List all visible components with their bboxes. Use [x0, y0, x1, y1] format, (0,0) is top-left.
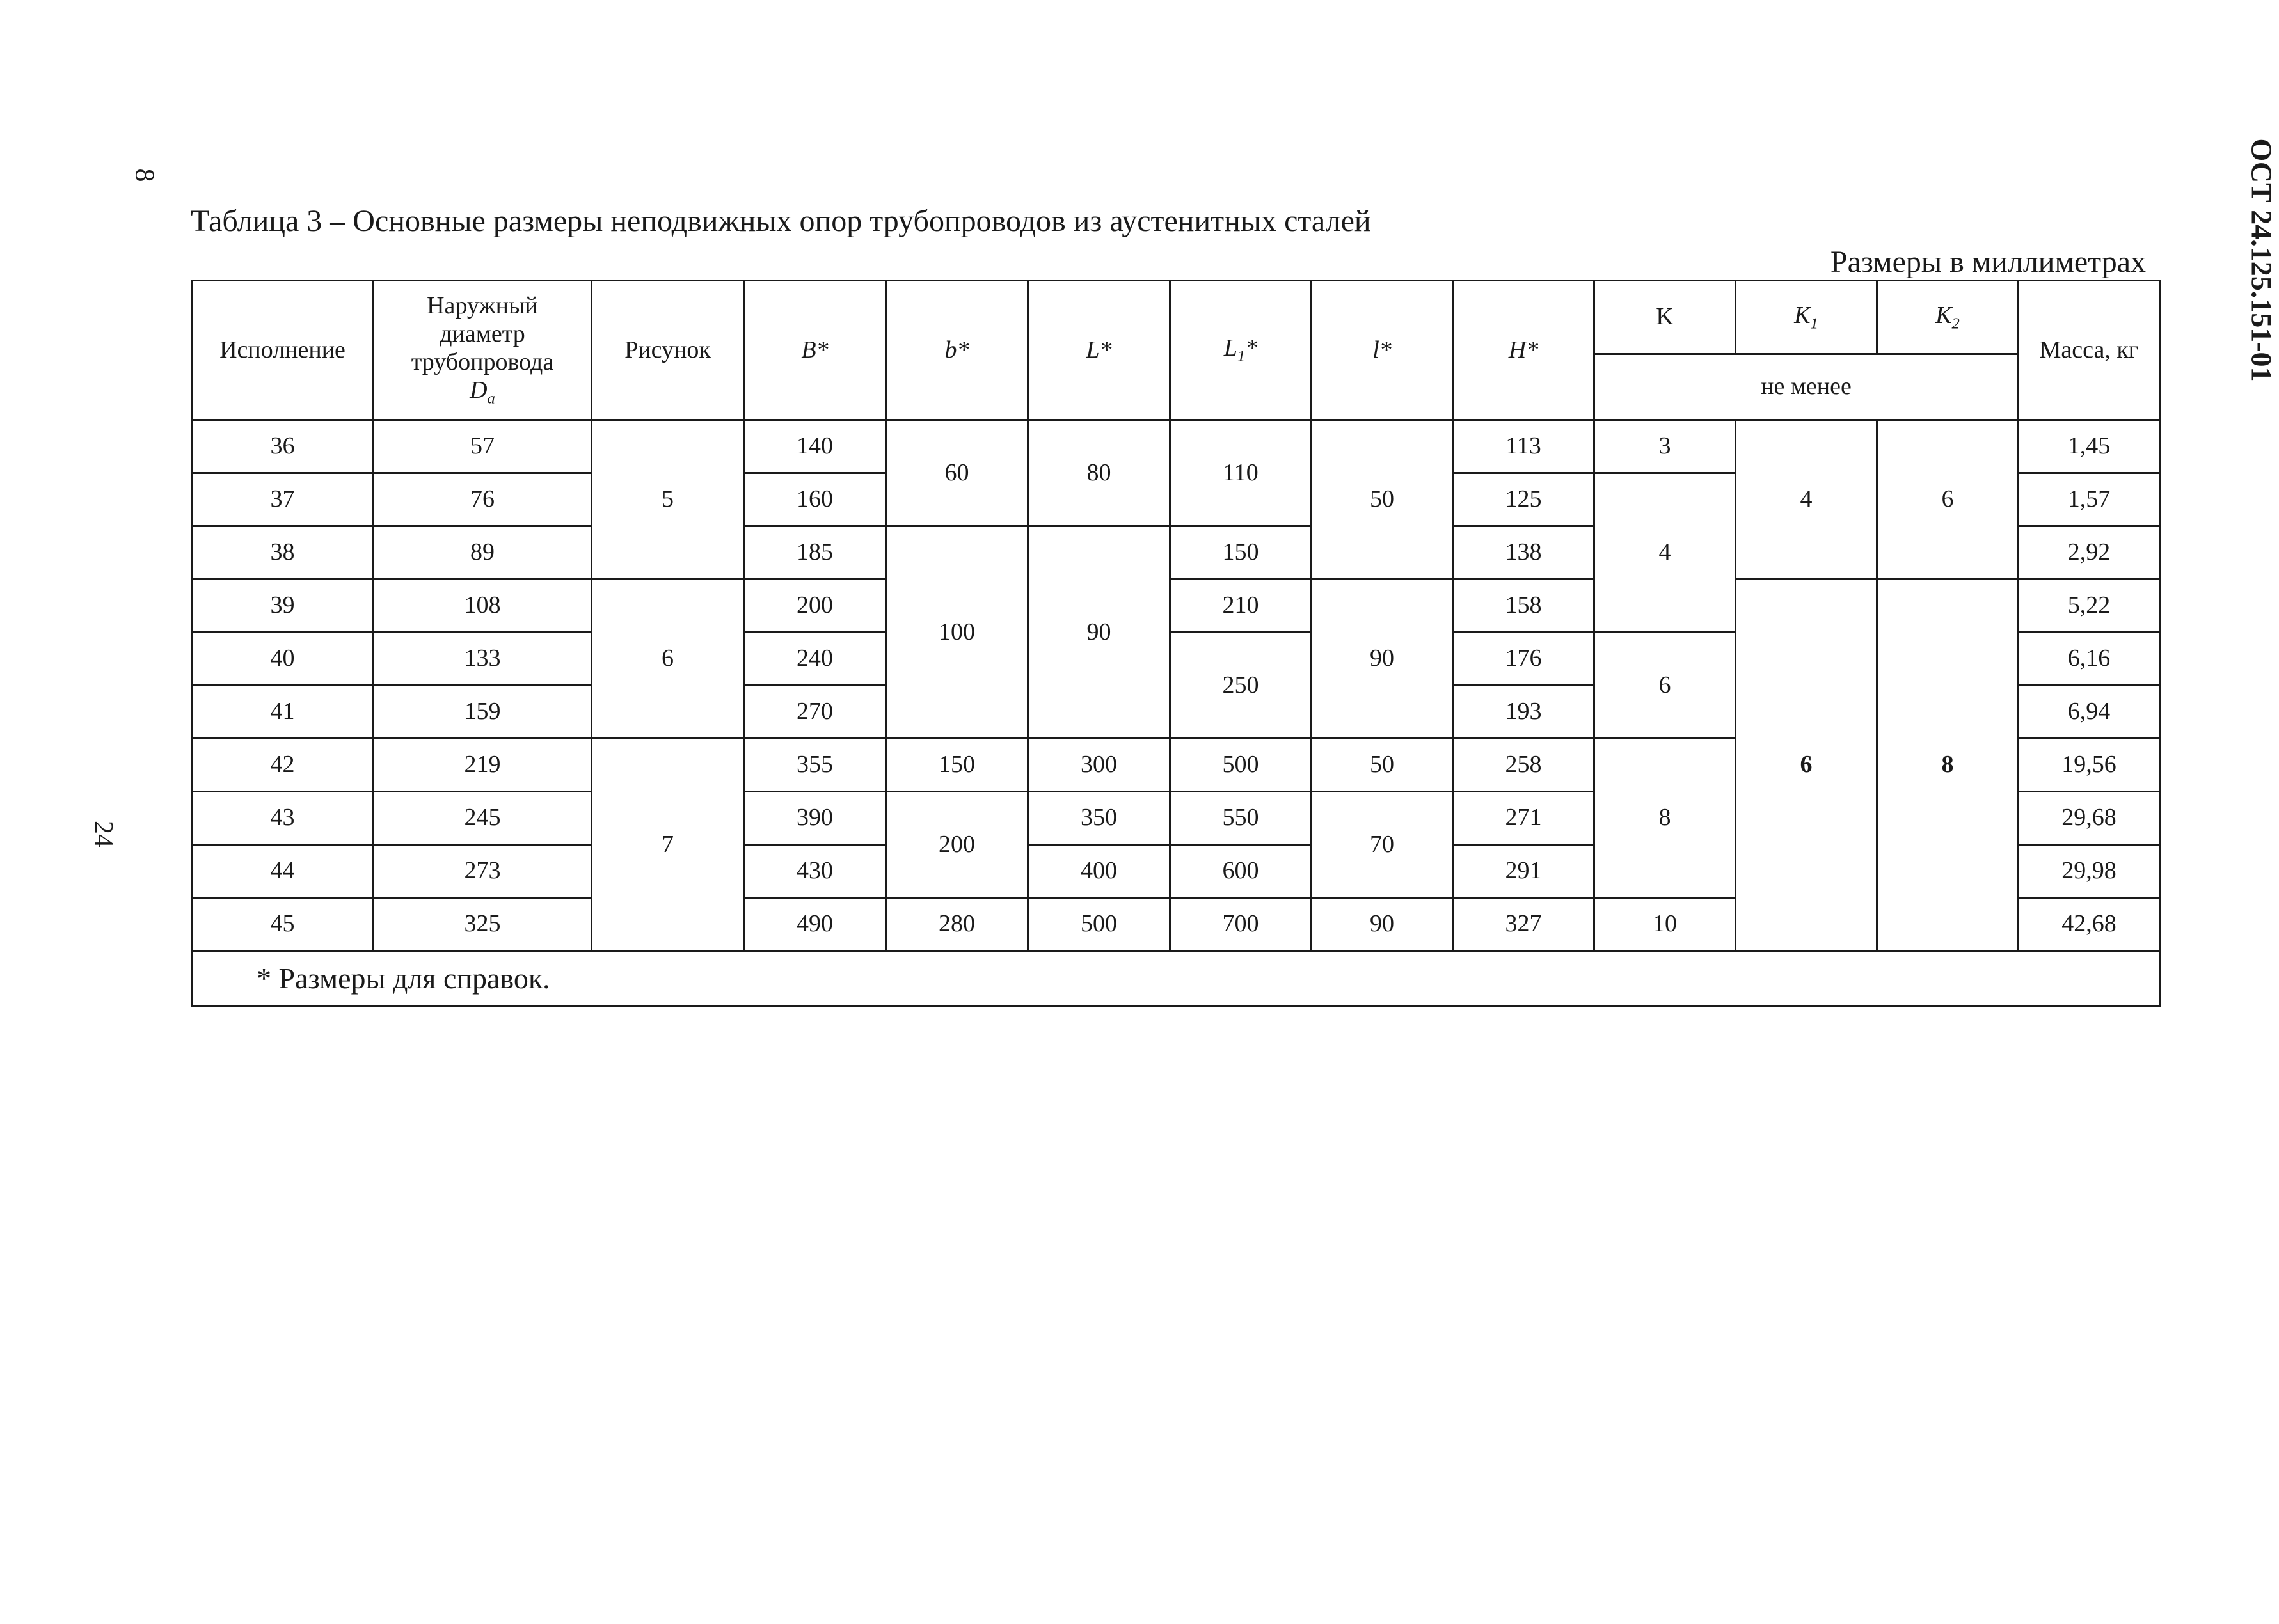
cell-b: 150	[886, 739, 1028, 792]
cell-H: 125	[1453, 473, 1594, 526]
cell-mass: 1,57	[2019, 473, 2160, 526]
cell-L1: 150	[1170, 526, 1312, 579]
header-L: L*	[1028, 281, 1170, 420]
cell-diameter: 76	[374, 473, 592, 526]
cell-K1: 4	[1736, 420, 1877, 579]
header-K1-sub: 1	[1810, 315, 1818, 333]
cell-mass: 1,45	[2019, 420, 2160, 473]
cell-K: 10	[1594, 898, 1736, 951]
cell-ispolnenie: 45	[192, 898, 374, 951]
cell-L1: 500	[1170, 739, 1312, 792]
cell-mass: 2,92	[2019, 526, 2160, 579]
cell-L1: 250	[1170, 633, 1312, 739]
header-diameter-line-1: Наружный	[427, 292, 538, 320]
header-K1-base: K	[1794, 301, 1811, 329]
cell-ispolnenie: 43	[192, 792, 374, 845]
header-H: H*	[1453, 281, 1594, 420]
cell-diameter: 325	[374, 898, 592, 951]
cell-B: 185	[744, 526, 886, 579]
cell-ispolnenie: 40	[192, 633, 374, 686]
cell-ispolnenie: 42	[192, 739, 374, 792]
cell-L1: 210	[1170, 579, 1312, 633]
header-diameter	[374, 281, 592, 420]
header-K: K	[1594, 281, 1736, 354]
page-number: 24	[88, 821, 118, 847]
cell-diameter: 133	[374, 633, 592, 686]
cell-L1: 700	[1170, 898, 1312, 951]
cell-B: 430	[744, 845, 886, 898]
cell-l: 90	[1312, 898, 1453, 951]
header-K2	[1877, 281, 2019, 354]
cell-H: 258	[1453, 739, 1594, 792]
cell-B: 390	[744, 792, 886, 845]
header-L1	[1170, 281, 1312, 420]
cell-H: 138	[1453, 526, 1594, 579]
cell-ispolnenie: 44	[192, 845, 374, 898]
header-diameter-line-3: трубопровода	[411, 348, 554, 375]
cell-H: 291	[1453, 845, 1594, 898]
footnote: * Размеры для справок.	[192, 951, 2160, 1007]
cell-mass: 6,16	[2019, 633, 2160, 686]
sheet-number: 8	[129, 168, 159, 182]
document-code: ОСТ 24.125.151-01	[2245, 138, 2278, 382]
header-massa: Масса, кг	[2019, 281, 2160, 420]
cell-ispolnenie: 41	[192, 686, 374, 739]
cell-mass: 29,68	[2019, 792, 2160, 845]
cell-l: 50	[1312, 739, 1453, 792]
cell-B: 270	[744, 686, 886, 739]
cell-L: 500	[1028, 898, 1170, 951]
header-K1	[1736, 281, 1877, 354]
header-L1-base: L	[1223, 335, 1237, 361]
header-risunok: Рисунок	[592, 281, 744, 420]
footnote-row	[192, 951, 2160, 1007]
cell-diameter: 57	[374, 420, 592, 473]
dimensions-table	[191, 280, 2161, 1007]
cell-b: 280	[886, 898, 1028, 951]
cell-diameter: 273	[374, 845, 592, 898]
cell-H: 113	[1453, 420, 1594, 473]
cell-L: 300	[1028, 739, 1170, 792]
header-B: B*	[744, 281, 886, 420]
cell-B: 240	[744, 633, 886, 686]
cell-b: 200	[886, 792, 1028, 898]
cell-ispolnenie: 38	[192, 526, 374, 579]
cell-B: 490	[744, 898, 886, 951]
cell-K1: 6	[1736, 579, 1877, 951]
cell-B: 160	[744, 473, 886, 526]
cell-ispolnenie: 37	[192, 473, 374, 526]
cell-diameter: 159	[374, 686, 592, 739]
header-ne-menee: не менее	[1594, 354, 2019, 420]
cell-mass: 19,56	[2019, 739, 2160, 792]
units-note: Размеры в миллиметрах	[1830, 245, 2146, 279]
cell-L1: 550	[1170, 792, 1312, 845]
cell-risunok: 6	[592, 579, 744, 739]
cell-B: 200	[744, 579, 886, 633]
cell-risunok: 7	[592, 739, 744, 951]
table-row	[192, 579, 2160, 633]
cell-diameter: 108	[374, 579, 592, 633]
cell-ispolnenie: 36	[192, 420, 374, 473]
cell-mass: 42,68	[2019, 898, 2160, 951]
table-row	[192, 420, 2160, 473]
header-b: b*	[886, 281, 1028, 420]
cell-K2: 6	[1877, 420, 2019, 579]
cell-L: 80	[1028, 420, 1170, 526]
cell-H: 193	[1453, 686, 1594, 739]
cell-risunok: 5	[592, 420, 744, 579]
cell-H: 158	[1453, 579, 1594, 633]
cell-B: 355	[744, 739, 886, 792]
cell-diameter: 89	[374, 526, 592, 579]
cell-b: 60	[886, 420, 1028, 526]
cell-mass: 29,98	[2019, 845, 2160, 898]
cell-l: 90	[1312, 579, 1453, 739]
cell-L1: 110	[1170, 420, 1312, 526]
header-diameter-sub: a	[487, 390, 495, 407]
cell-L: 90	[1028, 526, 1170, 739]
cell-K2: 8	[1877, 579, 2019, 951]
cell-mass: 5,22	[2019, 579, 2160, 633]
cell-H: 176	[1453, 633, 1594, 686]
table-title: Таблица 3 – Основные размеры неподвижных опор трубопроводов из аустенитных сталей	[191, 204, 1371, 238]
cell-diameter: 219	[374, 739, 592, 792]
cell-L: 400	[1028, 845, 1170, 898]
cell-L1: 600	[1170, 845, 1312, 898]
header-l: l*	[1312, 281, 1453, 420]
header-diameter-line-2: диаметр	[440, 320, 525, 348]
cell-l: 70	[1312, 792, 1453, 898]
cell-ispolnenie: 39	[192, 579, 374, 633]
cell-diameter: 245	[374, 792, 592, 845]
header-L1-sub: 1	[1237, 347, 1246, 365]
header-K2-sub: 2	[1951, 315, 1960, 333]
header-diameter-symbol: D	[470, 376, 488, 404]
cell-K: 6	[1594, 633, 1736, 739]
header-ispolnenie: Исполнение	[192, 281, 374, 420]
header-row	[192, 281, 2160, 354]
cell-H: 271	[1453, 792, 1594, 845]
cell-H: 327	[1453, 898, 1594, 951]
header-L1-star: *	[1245, 335, 1258, 361]
cell-b: 100	[886, 526, 1028, 739]
cell-B: 140	[744, 420, 886, 473]
cell-K: 4	[1594, 473, 1736, 633]
header-K2-base: K	[1935, 301, 1952, 329]
cell-K: 8	[1594, 739, 1736, 898]
cell-L: 350	[1028, 792, 1170, 845]
cell-K: 3	[1594, 420, 1736, 473]
cell-mass: 6,94	[2019, 686, 2160, 739]
cell-l: 50	[1312, 420, 1453, 579]
